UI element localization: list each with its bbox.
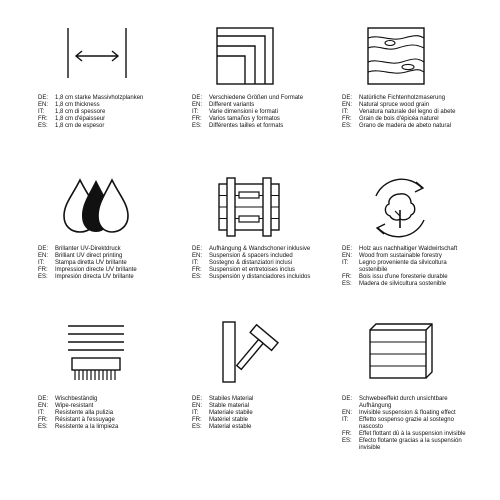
feature-line: Suspension et entretoises inclus (209, 267, 296, 273)
lang-code: IT: (192, 410, 199, 416)
feature-line: Stampa diretta UV brillante (55, 260, 127, 266)
lang-code: IT: (192, 109, 199, 115)
feature-line: Different variants (209, 102, 255, 108)
feature-line: Material estable (209, 424, 252, 430)
feature-line: Invisible suspension & floating effect (359, 410, 456, 416)
lang-code: FR: (192, 417, 202, 423)
floating-panel-icon (0, 0, 166, 100)
feature-line: Grano de madera de abeto natural (359, 123, 452, 129)
lang-code: EN: (38, 403, 49, 409)
lang-code: IT: (38, 109, 45, 115)
feature-text (192, 95, 320, 130)
lang-code: EN: (192, 253, 203, 259)
lang-code: ES: (192, 424, 202, 430)
feature-line: Aufhängung & Wandschoner inklusive (209, 246, 311, 252)
feature-text (342, 396, 470, 452)
feature-line: 1,8 cm de espesor (55, 123, 105, 129)
lang-code: DE: (192, 95, 203, 101)
feature-line: Sostegno & distanziatori inclusi (209, 260, 293, 266)
feature-line: Madera de silvicultura sostenible (359, 281, 447, 287)
lang-code: ES: (342, 281, 352, 287)
lang-code: EN: (342, 410, 353, 416)
lang-code: FR: (192, 116, 202, 122)
lang-code: DE: (342, 246, 353, 252)
feature-line: Impresión directa UV brillante (55, 274, 134, 280)
lang-code: FR: (192, 267, 202, 273)
lang-code: DE: (342, 95, 353, 101)
feature-line: Grain de bois d'épicéa naturel (359, 116, 439, 122)
feature-line: Varios tamaños y formatos (209, 116, 280, 122)
feature-line: Différentes tailles et formats (209, 123, 284, 129)
feature-line: Varie dimensioni e formati (209, 109, 278, 115)
feature-line: Legno proveniente da silvicoltura sostenibile (359, 260, 447, 273)
feature-line: 1,8 cm di spessore (55, 109, 106, 115)
lang-code: IT: (38, 410, 45, 416)
lang-code: FR: (38, 116, 48, 122)
feature-line: Efecto flotante gracias a la suspensión invisible (359, 438, 462, 451)
lang-code: ES: (38, 274, 48, 280)
feature-line: 1,8 cm d'épaisseur (55, 116, 106, 122)
feature-line: Wischbeständig (55, 396, 98, 402)
lang-code: ES: (192, 274, 202, 280)
lang-code: FR: (342, 431, 352, 437)
feature-line: Effet flottant dû à la suspension invisible (359, 431, 466, 437)
feature-line: Brillanter UV-Direktdruck (55, 246, 121, 252)
feature-line: Schwebeeffekt durch unsichtbare Aufhängung (359, 396, 448, 409)
lang-code: IT: (342, 417, 349, 423)
lang-code: FR: (342, 116, 352, 122)
lang-code: ES: (38, 123, 48, 129)
lang-code: ES: (38, 424, 48, 430)
feature-line: Materiale stabile (209, 410, 253, 416)
feature-line: Resistente alla pulizia (55, 410, 114, 416)
lang-code: FR: (342, 274, 352, 280)
feature-line: Resistente a la limpieza (55, 424, 119, 430)
lang-code: DE: (342, 396, 353, 402)
lang-code: EN: (38, 102, 49, 108)
lang-code: IT: (38, 260, 45, 266)
feature-line: Suspensión y distanciadores incluidos (209, 274, 311, 280)
lang-code: IT: (192, 260, 199, 266)
lang-code: DE: (192, 396, 203, 402)
feature-line: Wood from sustainable forestry (359, 253, 442, 259)
feature-line: Verschiedene Größen und Formate (209, 95, 304, 101)
feature-line: Wipe-resistant (55, 403, 94, 409)
feature-line: Brilliant UV direct printing (55, 253, 123, 259)
feature-line: Résistant à l'essuyage (55, 417, 115, 423)
feature-text (38, 396, 166, 431)
lang-code: DE: (38, 246, 49, 252)
lang-code: DE: (192, 246, 203, 252)
feature-text (342, 95, 470, 130)
lang-code: EN: (342, 102, 353, 108)
feature-text (192, 246, 320, 281)
lang-code: DE: (38, 396, 49, 402)
feature-line: Natürliche Fichtenholzmaserung (359, 95, 446, 101)
feature-text (192, 396, 320, 431)
feature-line: Bois issu d'une foresterie durable (359, 274, 448, 280)
feature-line: Stabiles Material (209, 396, 254, 402)
feature-line: Matériel stable (209, 417, 249, 423)
feature-line: 1,8 cm starke Massivholzplanken (55, 95, 144, 101)
feature-text (38, 246, 166, 281)
feature-line: Effetto sospenso grazie al sostegno nascosto (359, 417, 454, 430)
feature-text (342, 246, 470, 288)
feature-line: Natural spruce wood grain (359, 102, 430, 108)
lang-code: ES: (342, 123, 352, 129)
lang-code: EN: (342, 253, 353, 259)
lang-code: DE: (38, 95, 49, 101)
lang-code: ES: (192, 123, 202, 129)
lang-code: EN: (38, 253, 49, 259)
lang-code: IT: (342, 109, 349, 115)
feature-line: Venatura naturale del legno di abete (359, 109, 456, 115)
lang-code: EN: (192, 403, 203, 409)
feature-line: Impression directe UV brillante (55, 267, 137, 273)
lang-code: FR: (38, 267, 48, 273)
lang-code: ES: (342, 438, 352, 444)
lang-code: IT: (342, 260, 349, 266)
feature-line: Suspension & spacers included (209, 253, 293, 259)
feature-line: Stable material (209, 403, 250, 409)
feature-line: 1,8 cm thickness (55, 102, 100, 108)
feature-line: Holz aus nachhaltiger Waldwirtschaft (359, 246, 458, 252)
lang-code: EN: (192, 102, 203, 108)
lang-code: FR: (38, 417, 48, 423)
